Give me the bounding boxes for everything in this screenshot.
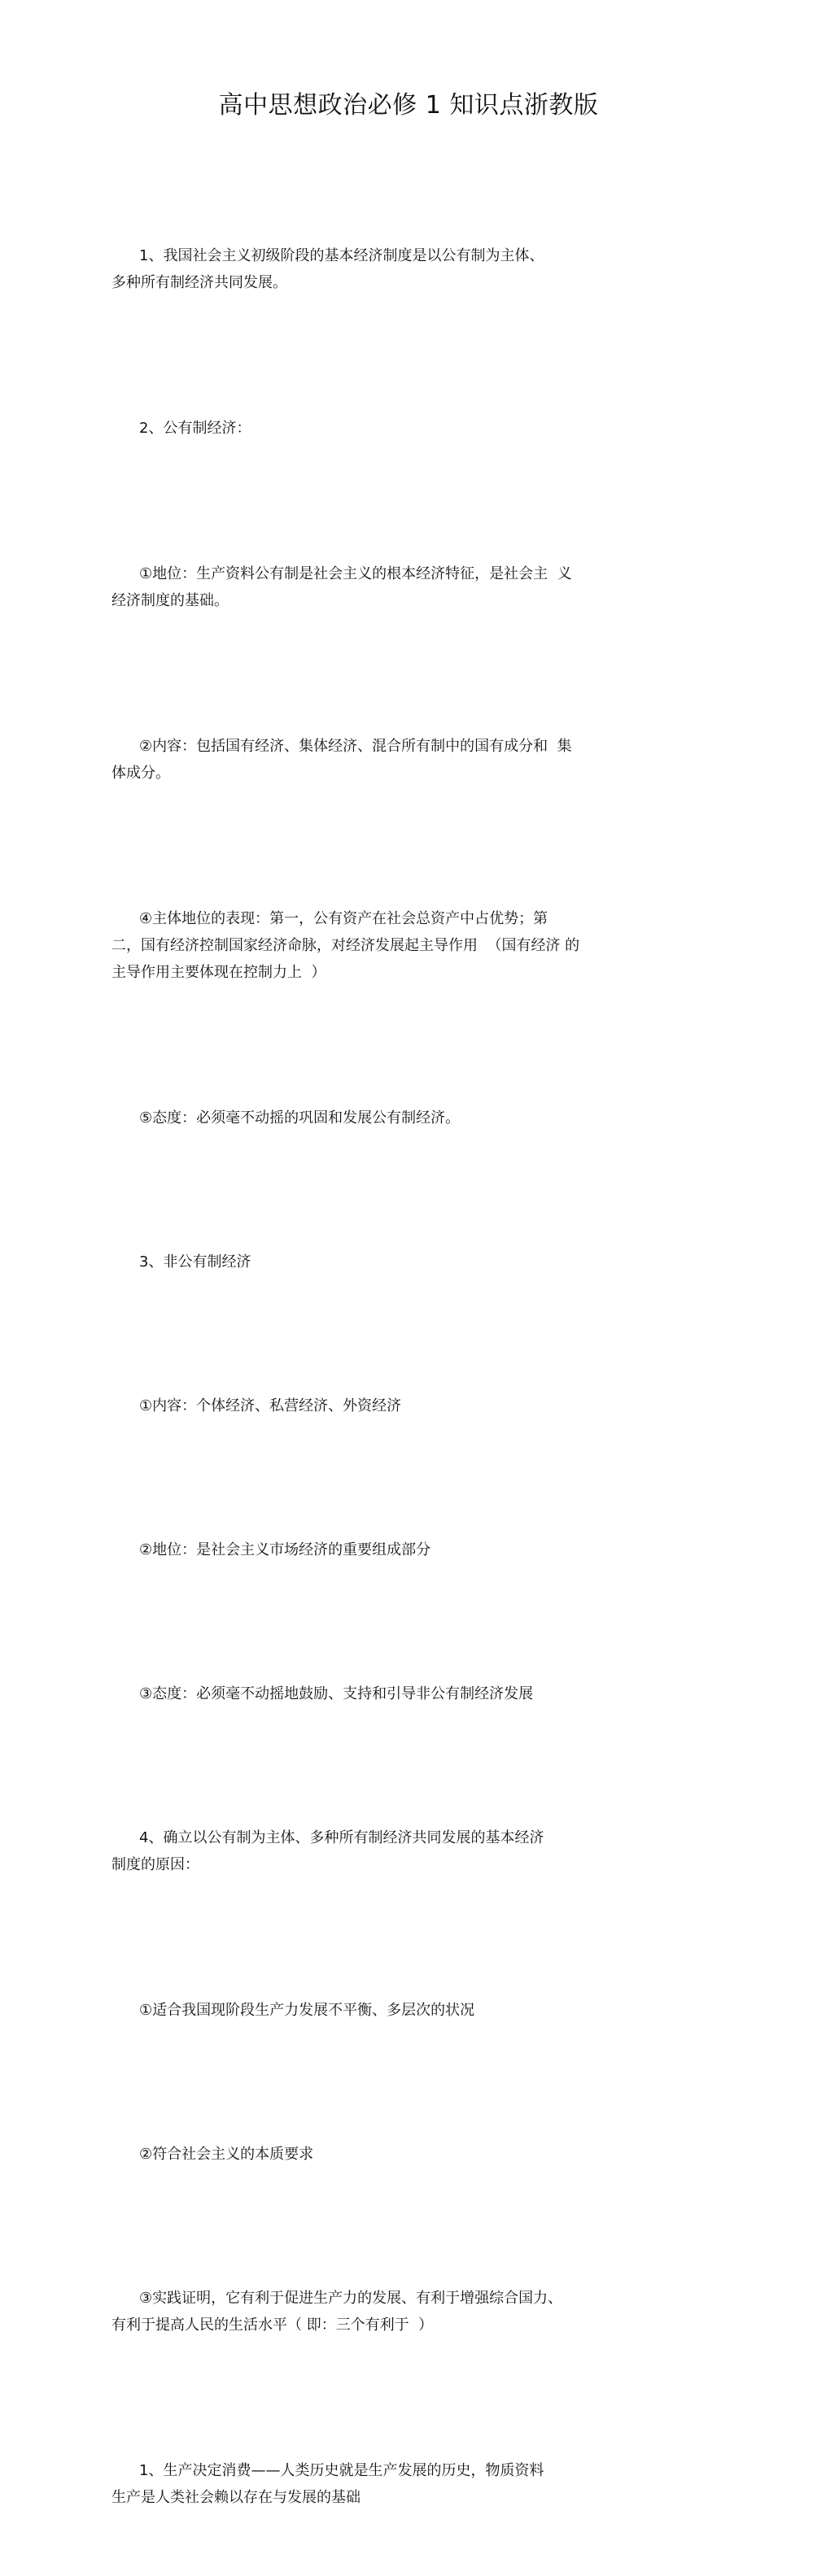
paragraph-line: ②内容：包括国有经济、集体经济、混合所有制中的国有成分和 集: [139, 738, 572, 755]
paragraph-2: [111, 361, 632, 495]
paragraph-line: 1、生产决定消费——人类历史就是生产发展的历史，物质资料: [139, 2462, 544, 2479]
paragraph-9: [111, 1483, 632, 1617]
paragraph-line: 多种所有制经济共同发展。: [111, 274, 287, 291]
paragraph-12: [111, 1943, 632, 2077]
paragraph-line: 体成分。: [111, 765, 170, 782]
paragraph-line: 制度的原因：: [111, 1856, 199, 1873]
paragraph-7: [111, 1195, 632, 1329]
paragraph-line: 经济制度的基础。: [111, 592, 229, 609]
paragraph-line: 2、公有制经济：: [139, 420, 251, 437]
paragraph-line: ③态度：必须毫不动摇地鼓励、支持和引导非公有制经济发展: [139, 1685, 534, 1702]
paragraph-line: 4、确立以公有制为主体、多种所有制经济共同发展的基本经济: [139, 1829, 544, 1846]
paragraph-5: [111, 852, 632, 1040]
paragraph-8: [111, 1339, 632, 1473]
paragraph-line: ②符合社会主义的本质要求: [139, 2146, 314, 2163]
paragraph-1: [111, 189, 632, 350]
paragraph-line: ⑤态度：必须毫不动摇的巩固和发展公有制经济。: [139, 1109, 461, 1127]
document-title: 高中思想政治必修 1 知识点浙教版: [218, 91, 599, 120]
paragraph-line: ①内容：个体经济、私营经济、外资经济: [139, 1397, 402, 1414]
paragraph-14: [111, 2231, 632, 2392]
paragraph-10: [111, 1627, 632, 1761]
paragraph-13: [111, 2087, 632, 2221]
paragraph-15: [111, 2404, 632, 2565]
paragraph-6: [111, 1051, 632, 1185]
paragraph-line: 生产是人类社会赖以存在与发展的基础: [111, 2489, 360, 2506]
paragraph-11: [111, 1771, 632, 1932]
paragraph-line: ③实践证明，它有利于促进生产力的发展、有利于增强综合国力、: [139, 2290, 563, 2307]
paragraph-line: 有利于提高人民的生活水平（ 即：三个有利于 ）: [111, 2317, 434, 2334]
paragraph-line: ①适合我国现阶段生产力发展不平衡、多层次的状况: [139, 2002, 475, 2019]
document-body: [111, 189, 632, 2576]
paragraph-3: [111, 507, 632, 668]
paragraph-4: [111, 679, 632, 840]
paragraph-line: ①地位：生产资料公有制是社会主义的根本经济特征，是社会主 义: [139, 565, 572, 582]
paragraph-line: 3、非公有制经济: [139, 1253, 251, 1271]
paragraph-line: 1、我国社会主义初级阶段的基本经济制度是以公有制为主体、: [139, 247, 544, 264]
paragraph-line: 二，国有经济控制国家经济命脉，对经济发展起主导作用 （国有经济 的: [111, 937, 580, 954]
paragraph-line: 主导作用主要体现在控制力上 ）: [111, 964, 326, 981]
paragraph-line: ④主体地位的表现：第一，公有资产在社会总资产中占优势；第: [139, 910, 548, 927]
paragraph-line: ②地位：是社会主义市场经济的重要组成部分: [139, 1541, 431, 1558]
